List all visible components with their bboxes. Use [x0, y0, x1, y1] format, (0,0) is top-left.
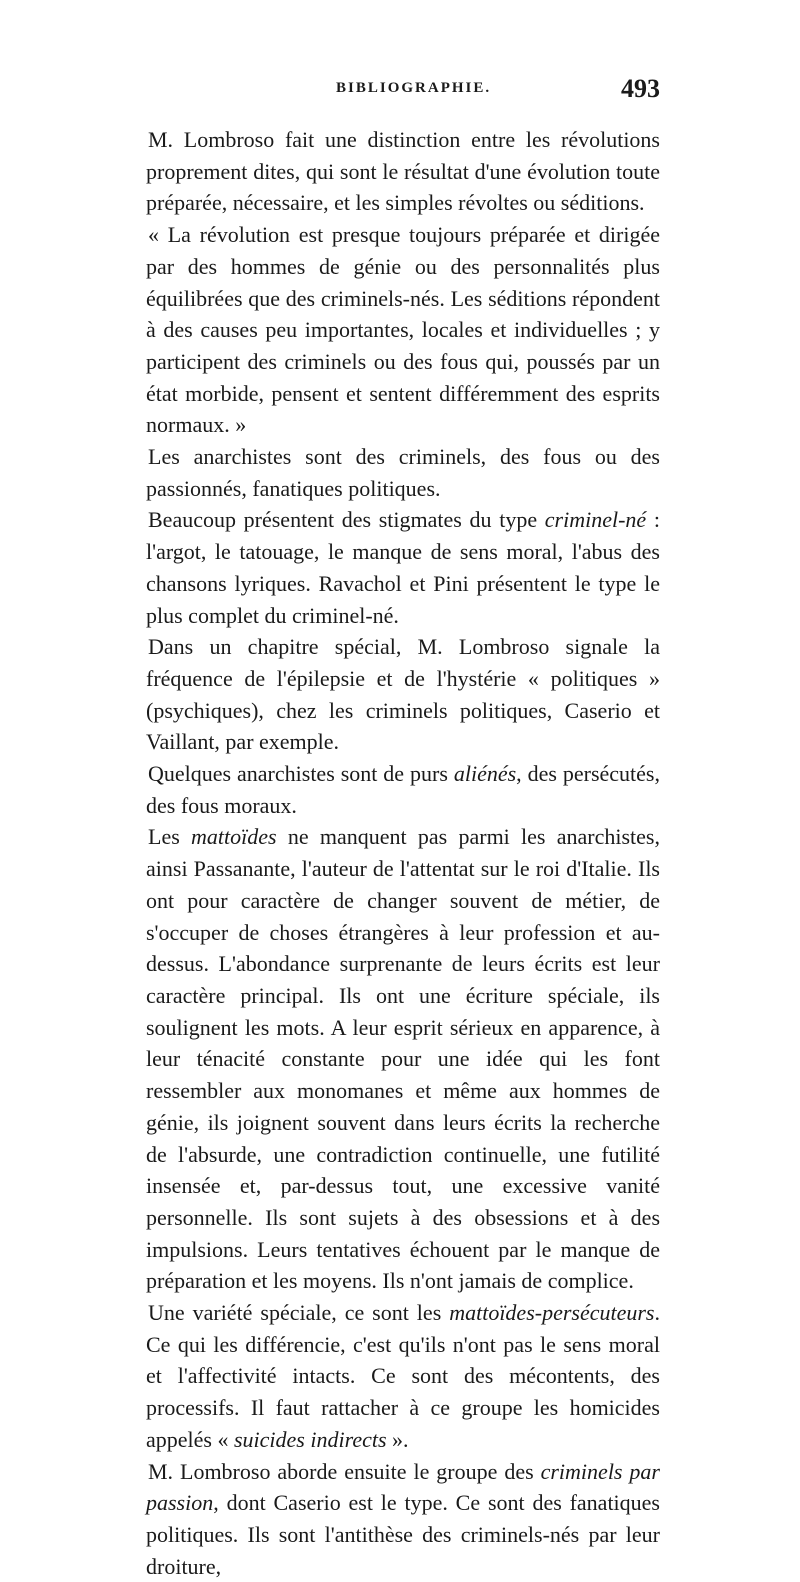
paragraph: Quelques anarchistes sont de purs aliénés, des persécutés, des fous moraux. [146, 761, 660, 818]
paragraph: Beaucoup présentent des stigmates du type criminel-né : l'argot, le tatouage, le manque de sens moral, l'abus des chansons lyriques. Ravachol et Pini présentent le type le plus complet du criminel-né. [146, 507, 660, 628]
italic-term: suicides indirects [233, 1426, 387, 1452]
paragraph: Dans un chapitre spécial, M. Lombroso signale la fréquence de l'épilepsie et de l'hystérie « politiques » (psychiques), chez les criminels politiques, Caserio et Vaillant, par exemple. [146, 634, 660, 755]
paragraph: Les mattoïdes ne manquent pas parmi les anarchistes, ainsi Passanante, l'auteur de l'attentat sur le roi d'Italie. Ils ont pour caractère de changer souvent de métier, de s'occuper de choses étrangères à leur profession et au-dessus. L'abondance surprenante de leurs écrits est leur caractère principal. Ils ont une écriture spéciale, ils soulignent les mots. A leur esprit sérieux en apparence, à leur ténacité constante pour une idée qui les font ressembler aux monomanes et même aux hommes de génie, ils joignent souvent dans leurs écrits la recherche de l'absurde, une contradiction continuelle, une futilité insensée et, par-dessus tout, une excessive vanité personnelle. Ils sont sujets à des obsessions et à des impulsions. Leurs tentatives échouent par le manque de préparation et les moyens. Ils n'ont jamais de complice. [146, 824, 660, 1294]
paragraph: Une variété spéciale, ce sont les mattoïdes-persécuteurs. Ce qui les différencie, c'est qu'ils n'ont pas le sens moral et l'affectivité intacts. Ce sont des mécontents, des processifs. Il faut rattacher à ce groupe les homicides appelés « suicides indirects ». [146, 1300, 660, 1452]
italic-term: mattoïdes-persécuteurs [449, 1300, 655, 1326]
page-number: 493 [621, 74, 660, 103]
header-title: BIBLIOGRAPHIE. [336, 80, 492, 96]
running-header [146, 74, 660, 108]
italic-term: criminels par passion [146, 1458, 660, 1516]
paragraph: Les anarchistes sont des criminels, des fous ou des passionnés, fanatiques politiques. [146, 444, 660, 501]
paragraph: M. Lombroso aborde ensuite le groupe des criminels par passion, dont Caserio est le type. Ce sont des fanatiques politiques. Ils sont l'antithèse des criminels-nés par leur droiture, [146, 1458, 660, 1579]
italic-term: aliénés [453, 761, 517, 787]
italic-term: mattoïdes [191, 824, 277, 850]
italic-term: criminel-né [544, 507, 647, 533]
paragraph: M. Lombroso fait une distinction entre les révolutions proprement dites, qui sont le résultat d'une évolution toute préparée, nécessaire, et les simples révoltes ou séditions. [146, 127, 660, 216]
paragraph: « La révolution est presque toujours préparée et dirigée par des hommes de génie ou des personnalités plus équilibrées que des criminels-nés. Les séditions répondent à des causes peu importantes, locales et individuelles ; y participent des criminels ou des fous qui, poussés par un état morbide, pensent et sentent différemment des esprits normaux. » [146, 222, 660, 438]
body-text [146, 124, 660, 1582]
